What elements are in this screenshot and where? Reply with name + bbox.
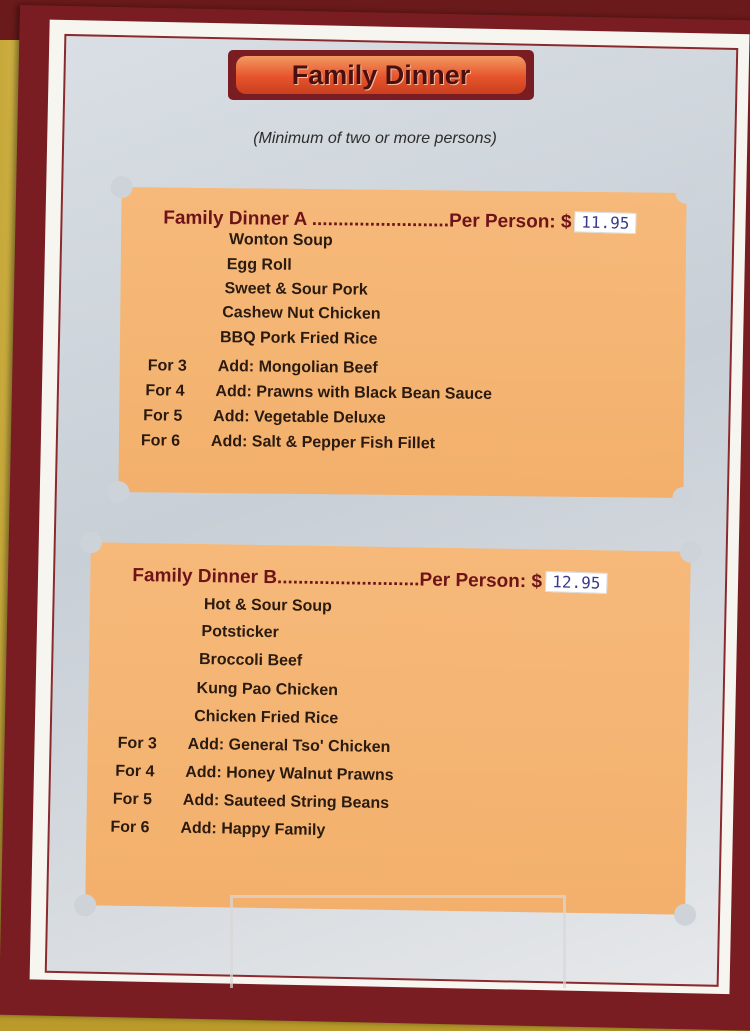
corner-notch xyxy=(675,182,697,204)
dinner-a-addition xyxy=(148,357,378,377)
corner-notch xyxy=(672,487,694,509)
dinner-b-item: Potsticker xyxy=(201,623,279,642)
dinner-a-card xyxy=(118,187,686,498)
dinner-b-addition xyxy=(113,791,389,813)
dinner-a-item: Sweet & Sour Pork xyxy=(224,280,368,299)
title-banner-plate xyxy=(236,56,526,94)
corner-notch xyxy=(107,481,129,503)
addition-text: Add: Prawns with Black Bean Sauce xyxy=(215,383,493,403)
addition-count: For 4 xyxy=(115,762,155,781)
corner-notch xyxy=(80,531,102,553)
dinner-a-item: Wonton Soup xyxy=(228,231,333,250)
dinner-b-heading xyxy=(132,565,607,594)
chair-reflection xyxy=(230,895,566,988)
dinner-b-item: Kung Pao Chicken xyxy=(196,679,339,700)
addition-text: Add: Sauteed String Beans xyxy=(182,791,390,813)
addition-count: For 5 xyxy=(143,407,183,425)
dinner-b-addition xyxy=(115,763,394,785)
addition-text: Add: General Tso' Chicken xyxy=(187,735,391,757)
addition-count: For 3 xyxy=(147,357,187,375)
addition-text: Add: Honey Walnut Prawns xyxy=(185,763,394,785)
dinner-a-price: 11.95 xyxy=(574,211,637,234)
addition-text: Add: Salt & Pepper Fish Fillet xyxy=(210,433,436,453)
dinner-b-addition xyxy=(118,735,391,757)
dinner-a-item: Egg Roll xyxy=(226,256,292,274)
addition-count: For 4 xyxy=(145,382,185,400)
title-banner xyxy=(228,50,534,100)
dinner-a-item: Cashew Nut Chicken xyxy=(222,304,381,323)
corner-notch xyxy=(110,176,132,198)
addition-count: For 6 xyxy=(140,432,181,450)
dinner-b-card xyxy=(85,542,691,914)
addition-count: For 3 xyxy=(117,734,157,753)
dinner-a-addition xyxy=(145,382,492,404)
dinner-b-item: Broccoli Beef xyxy=(198,651,303,670)
dinner-b-price: 12.95 xyxy=(545,571,608,594)
page-title: Family Dinner xyxy=(291,59,471,90)
addition-text: Add: Happy Family xyxy=(180,819,326,840)
page-subtitle: (Minimum of two or more persons) xyxy=(253,130,497,147)
dinner-a-item: BBQ Pork Fried Rice xyxy=(219,329,378,348)
dinner-a-addition xyxy=(143,407,386,428)
dinner-b-item: Chicken Fried Rice xyxy=(194,707,339,728)
dinner-a-heading-text: Family Dinner A ..........................Per Person: $ xyxy=(163,207,572,233)
dinner-b-heading-text: Family Dinner B...........................Per Person: $ xyxy=(132,564,543,593)
addition-text: Add: Vegetable Deluxe xyxy=(213,408,386,427)
dinner-b-addition xyxy=(110,819,325,840)
addition-count: For 5 xyxy=(112,790,153,809)
dinner-a-addition xyxy=(141,432,435,453)
dinner-b-item: Hot & Sour Soup xyxy=(203,596,333,616)
addition-count: For 6 xyxy=(110,818,150,837)
addition-text: Add: Mongolian Beef xyxy=(217,358,378,377)
